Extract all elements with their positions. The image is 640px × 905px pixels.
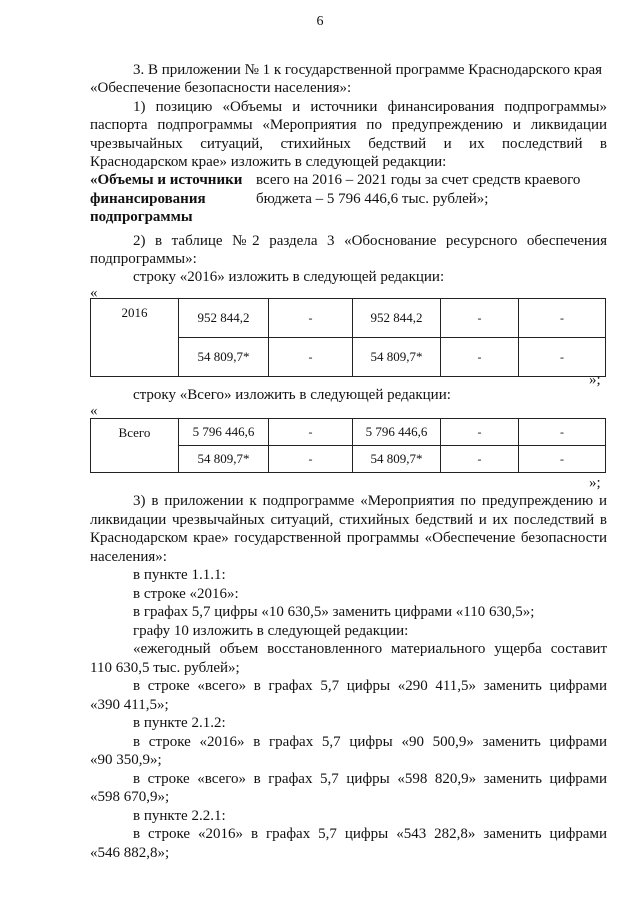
sub1-line4: Краснодарском крае» изложить в следующей редакции: xyxy=(90,154,447,170)
cell: 952 844,2 xyxy=(353,299,441,338)
sub3-p9a: в строке «всего» в графах 5,7 цифры «598 820,9» заменить цифрами xyxy=(133,771,607,787)
passport-label-line2: финансирования xyxy=(90,191,206,207)
sub3-p6b: «390 411,5»; xyxy=(90,697,169,713)
quote-open-1: « xyxy=(90,285,98,301)
cell: - xyxy=(269,299,353,338)
sub3-p1: в пункте 1.1.1: xyxy=(133,567,226,583)
quote-open-2: « xyxy=(90,403,98,419)
sub3-p5a: «ежегодный объем восстановленного материального ущерба составит xyxy=(133,641,607,657)
sub1-line3: чрезвычайных ситуаций, стихийных бедствий и их последствий в xyxy=(90,136,607,152)
sub3-p10: в пункте 2.2.1: xyxy=(133,808,226,824)
sub1-line2: паспорта подпрограммы «Мероприятия по предупреждению и ликвидации xyxy=(90,117,607,133)
sub3-p8b: «90 350,9»; xyxy=(90,752,162,768)
cell: 54 809,7* xyxy=(353,338,441,377)
sub3-p2: в строке «2016»: xyxy=(133,586,239,602)
cell: - xyxy=(269,338,353,377)
sub3-line4: населения»: xyxy=(90,549,167,565)
sub3-p8a: в строке «2016» в графах 5,7 цифры «90 500,9» заменить цифрами xyxy=(133,734,607,750)
quote-close-1: »; xyxy=(589,372,601,388)
sub3-p9b: «598 670,9»; xyxy=(90,789,170,805)
table-row-total xyxy=(90,418,606,473)
sub3-p11a: в строке «2016» в графах 5,7 цифры «543 282,8» заменить цифрами xyxy=(133,826,607,842)
sub3-p3: в графах 5,7 цифры «10 630,5» заменить цифрами «110 630,5»; xyxy=(133,604,535,620)
sub3-p11b: «546 882,8»; xyxy=(90,845,170,861)
sub3-p4: графу 10 изложить в следующей редакции: xyxy=(133,623,409,639)
cell: - xyxy=(519,446,606,473)
quote-close-2: »; xyxy=(589,475,601,491)
passport-label-line1: «Объемы и источники xyxy=(90,172,243,188)
rowTotal-intro: строку «Всего» изложить в следующей редакции: xyxy=(133,387,451,403)
sub3-p5b: 110 630,5 тыс. рублей»; xyxy=(90,660,240,676)
sub3-line2: ликвидации чрезвычайных ситуаций, стихийных бедствий и их последствий в xyxy=(90,512,607,528)
cell: - xyxy=(519,419,606,446)
year-cell: Всего xyxy=(91,419,179,473)
cell: - xyxy=(269,446,353,473)
cell: - xyxy=(269,419,353,446)
cell: - xyxy=(441,419,519,446)
table-row xyxy=(91,299,606,338)
cell: 952 844,2 xyxy=(179,299,269,338)
table-row-2016 xyxy=(90,298,606,377)
sub2-line1: 2) в таблице №2 раздела 3 «Обоснование ресурсного обеспечения xyxy=(133,233,607,249)
cell: - xyxy=(441,299,519,338)
sub3-line1: 3) в приложении к подпрограмме «Мероприятия по предупреждению и xyxy=(133,493,607,509)
sub3-line3: Краснодарском крае» государственной программы «Обеспечение безопасности xyxy=(90,530,607,546)
cell: 54 809,7* xyxy=(179,446,269,473)
sub3-p7: в пункте 2.1.2: xyxy=(133,715,226,731)
cell: 54 809,7* xyxy=(353,446,441,473)
year-cell: 2016 xyxy=(91,299,179,377)
cell: 54 809,7* xyxy=(179,338,269,377)
row2016-intro: строку «2016» изложить в следующей редакции: xyxy=(133,269,445,285)
item3-line2: «Обеспечение безопасности населения»: xyxy=(90,80,352,96)
cell: 5 796 446,6 xyxy=(179,419,269,446)
passport-value-line1: всего на 2016 – 2021 годы за счет средств краевого xyxy=(256,172,581,188)
table-row xyxy=(91,419,606,446)
page-number: 6 xyxy=(316,14,324,29)
sub2-line2: подпрограммы»: xyxy=(90,251,197,267)
cell: - xyxy=(519,338,606,377)
cell: - xyxy=(441,338,519,377)
item3-line1: 3. В приложении № 1 к государственной программе Краснодарского края xyxy=(133,62,603,78)
sub1-line1: 1) позицию «Объемы и источники финансирования подпрограммы» xyxy=(133,99,607,115)
passport-value-line2: бюджета – 5 796 446,6 тыс. рублей»; xyxy=(256,191,489,207)
cell: - xyxy=(519,299,606,338)
passport-label-line3: подпрограммы xyxy=(90,209,193,225)
cell: 5 796 446,6 xyxy=(353,419,441,446)
cell: - xyxy=(441,446,519,473)
sub3-p6a: в строке «всего» в графах 5,7 цифры «290 411,5» заменить цифрами xyxy=(133,678,607,694)
